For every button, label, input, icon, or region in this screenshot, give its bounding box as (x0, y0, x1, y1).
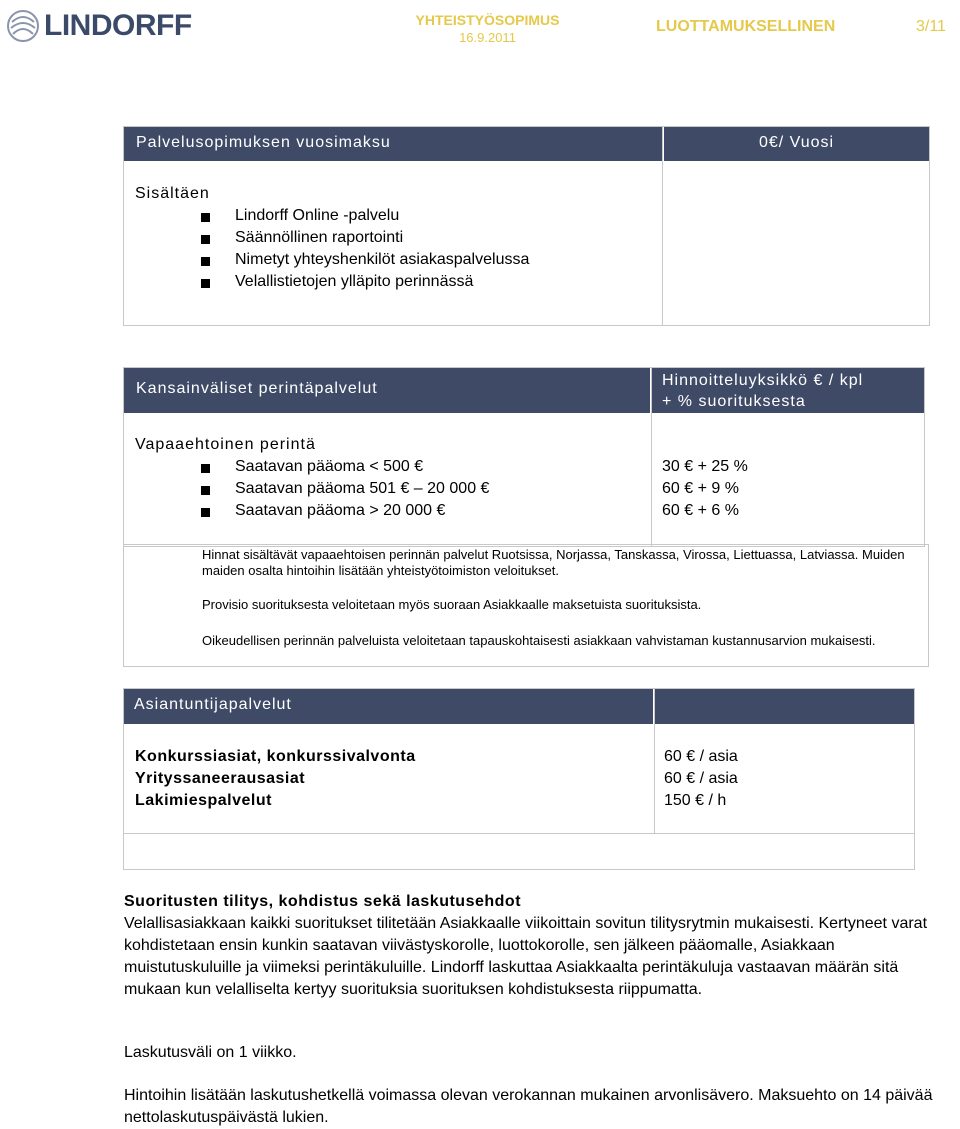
price-value: 60 € + 9 % (662, 480, 739, 497)
expert-title-text: Asiantuntijapalvelut (134, 696, 292, 713)
fee-value (664, 127, 929, 161)
billing-interval: Laskutusväli on 1 viikko. (124, 1044, 297, 1061)
settlement-paragraph: Velallisasiakkaan kaikki suoritukset tilitetään Asiakkaalle viikoittain sovitun tilitysrytmin mukaisesti. Kertyneet varat kohdistetaan ensin kunkin saatavan viivästyskorolle, luottokorolle, sen jälkeen pääomalle, Asiakkaan muistutuskuluille ja viimeksi perintäkuluille. Lindorff laskuttaa Asiakkaalta perintäkuluja vastaavan määrän sitä mukaan kun velalliselta kertyy suorituksia suorituksen kohdistuksesta riippumatta. (124, 915, 928, 998)
document-title (400, 12, 575, 46)
price-value: 150 € / h (664, 792, 727, 809)
price-value: 60 € + 6 % (662, 502, 739, 519)
intl-sub: Vapaaehtoinen perintä (135, 436, 316, 453)
price-value: 60 € / asia (664, 748, 738, 765)
intl-title (124, 368, 650, 413)
price-header-line2: + % suorituksesta (662, 393, 806, 410)
price-value: 60 € / asia (664, 770, 738, 787)
fee-title-text: Palvelusopimuksen vuosimaksu (136, 134, 391, 151)
list-item: Saatavan pääoma < 500 € (201, 456, 645, 478)
list-item: Velallistietojen ylläpito perinnässä (201, 271, 655, 293)
expert-price-header (655, 689, 914, 724)
intl-title-text: Kansainväliset perintäpalvelut (136, 380, 378, 397)
price-header-line1: Hinnoitteluyksikkö € / kpl (662, 372, 864, 389)
includes-label: Sisältäen (135, 185, 210, 202)
fee-divider (662, 127, 663, 325)
intl-price-header (652, 368, 924, 413)
fee-value-text: 0€/ Vuosi (758, 134, 835, 151)
list-item: Saatavan pääoma > 20 000 € (201, 500, 645, 522)
intl-divider (651, 368, 652, 546)
expert-prices (664, 746, 904, 812)
intl-prices (662, 456, 912, 522)
lindorff-emblem-icon (6, 8, 40, 44)
settlement-heading: Suoritusten tilitys, kohdistus sekä laskutusehdot (124, 893, 522, 910)
note-provision: Provisio suorituksesta veloitetaan myös suoraan Asiakkaalle maksetuista suorituksista. (202, 597, 702, 612)
vat-payment-terms: Hintoihin lisätään laskutushetkellä voimassa olevan verokannan mukainen arvonlisävero. Maksuehto on 14 päivää nettolaskutuspäivästä lukien. (124, 1087, 933, 1126)
company-logo (6, 6, 192, 46)
doc-title: YHTEISTYÖSOPIMUS (415, 12, 560, 28)
fee-includes (135, 183, 655, 293)
logo-text: LINDORFF (44, 9, 192, 42)
list-item: Yrityssaneerausasiat (135, 770, 306, 787)
expert-divider (654, 689, 655, 834)
list-item: Lindorff Online -palvelu (201, 205, 655, 227)
note-countries: Hinnat sisältävät vapaaehtoisen perinnän palvelut Ruotsissa, Norjassa, Tanskassa, Virossa, Liettuassa, Latviassa. Muiden maiden osalta hintoihin lisätään yhteistyötoimiston veloitukset. (202, 547, 905, 578)
page-number: 3/11 (916, 18, 946, 35)
note-legal: Oikeudellisen perinnän palveluista veloitetaan tapauskohtaisesti asiakkaan vahvistaman kustannusarvion mukaisesti. (202, 633, 876, 648)
doc-date: 16.9.2011 (459, 30, 516, 45)
fee-title (124, 127, 662, 161)
expert-title (124, 689, 653, 724)
list-item: Saatavan pääoma 501 € – 20 000 € (201, 478, 645, 500)
list-item: Säännöllinen raportointi (201, 227, 655, 249)
list-item: Konkurssiasiat, konkurssivalvonta (135, 748, 416, 765)
intl-items (135, 434, 645, 522)
price-value: 30 € + 25 % (662, 458, 748, 475)
list-item: Nimetyt yhteyshenkilöt asiakaspalvelussa (201, 249, 655, 271)
expert-row-separator (124, 833, 914, 834)
expert-items (135, 746, 645, 812)
list-item: Lakimiespalvelut (135, 792, 272, 809)
confidential-label: LUOTTAMUKSELLINEN (656, 18, 836, 35)
